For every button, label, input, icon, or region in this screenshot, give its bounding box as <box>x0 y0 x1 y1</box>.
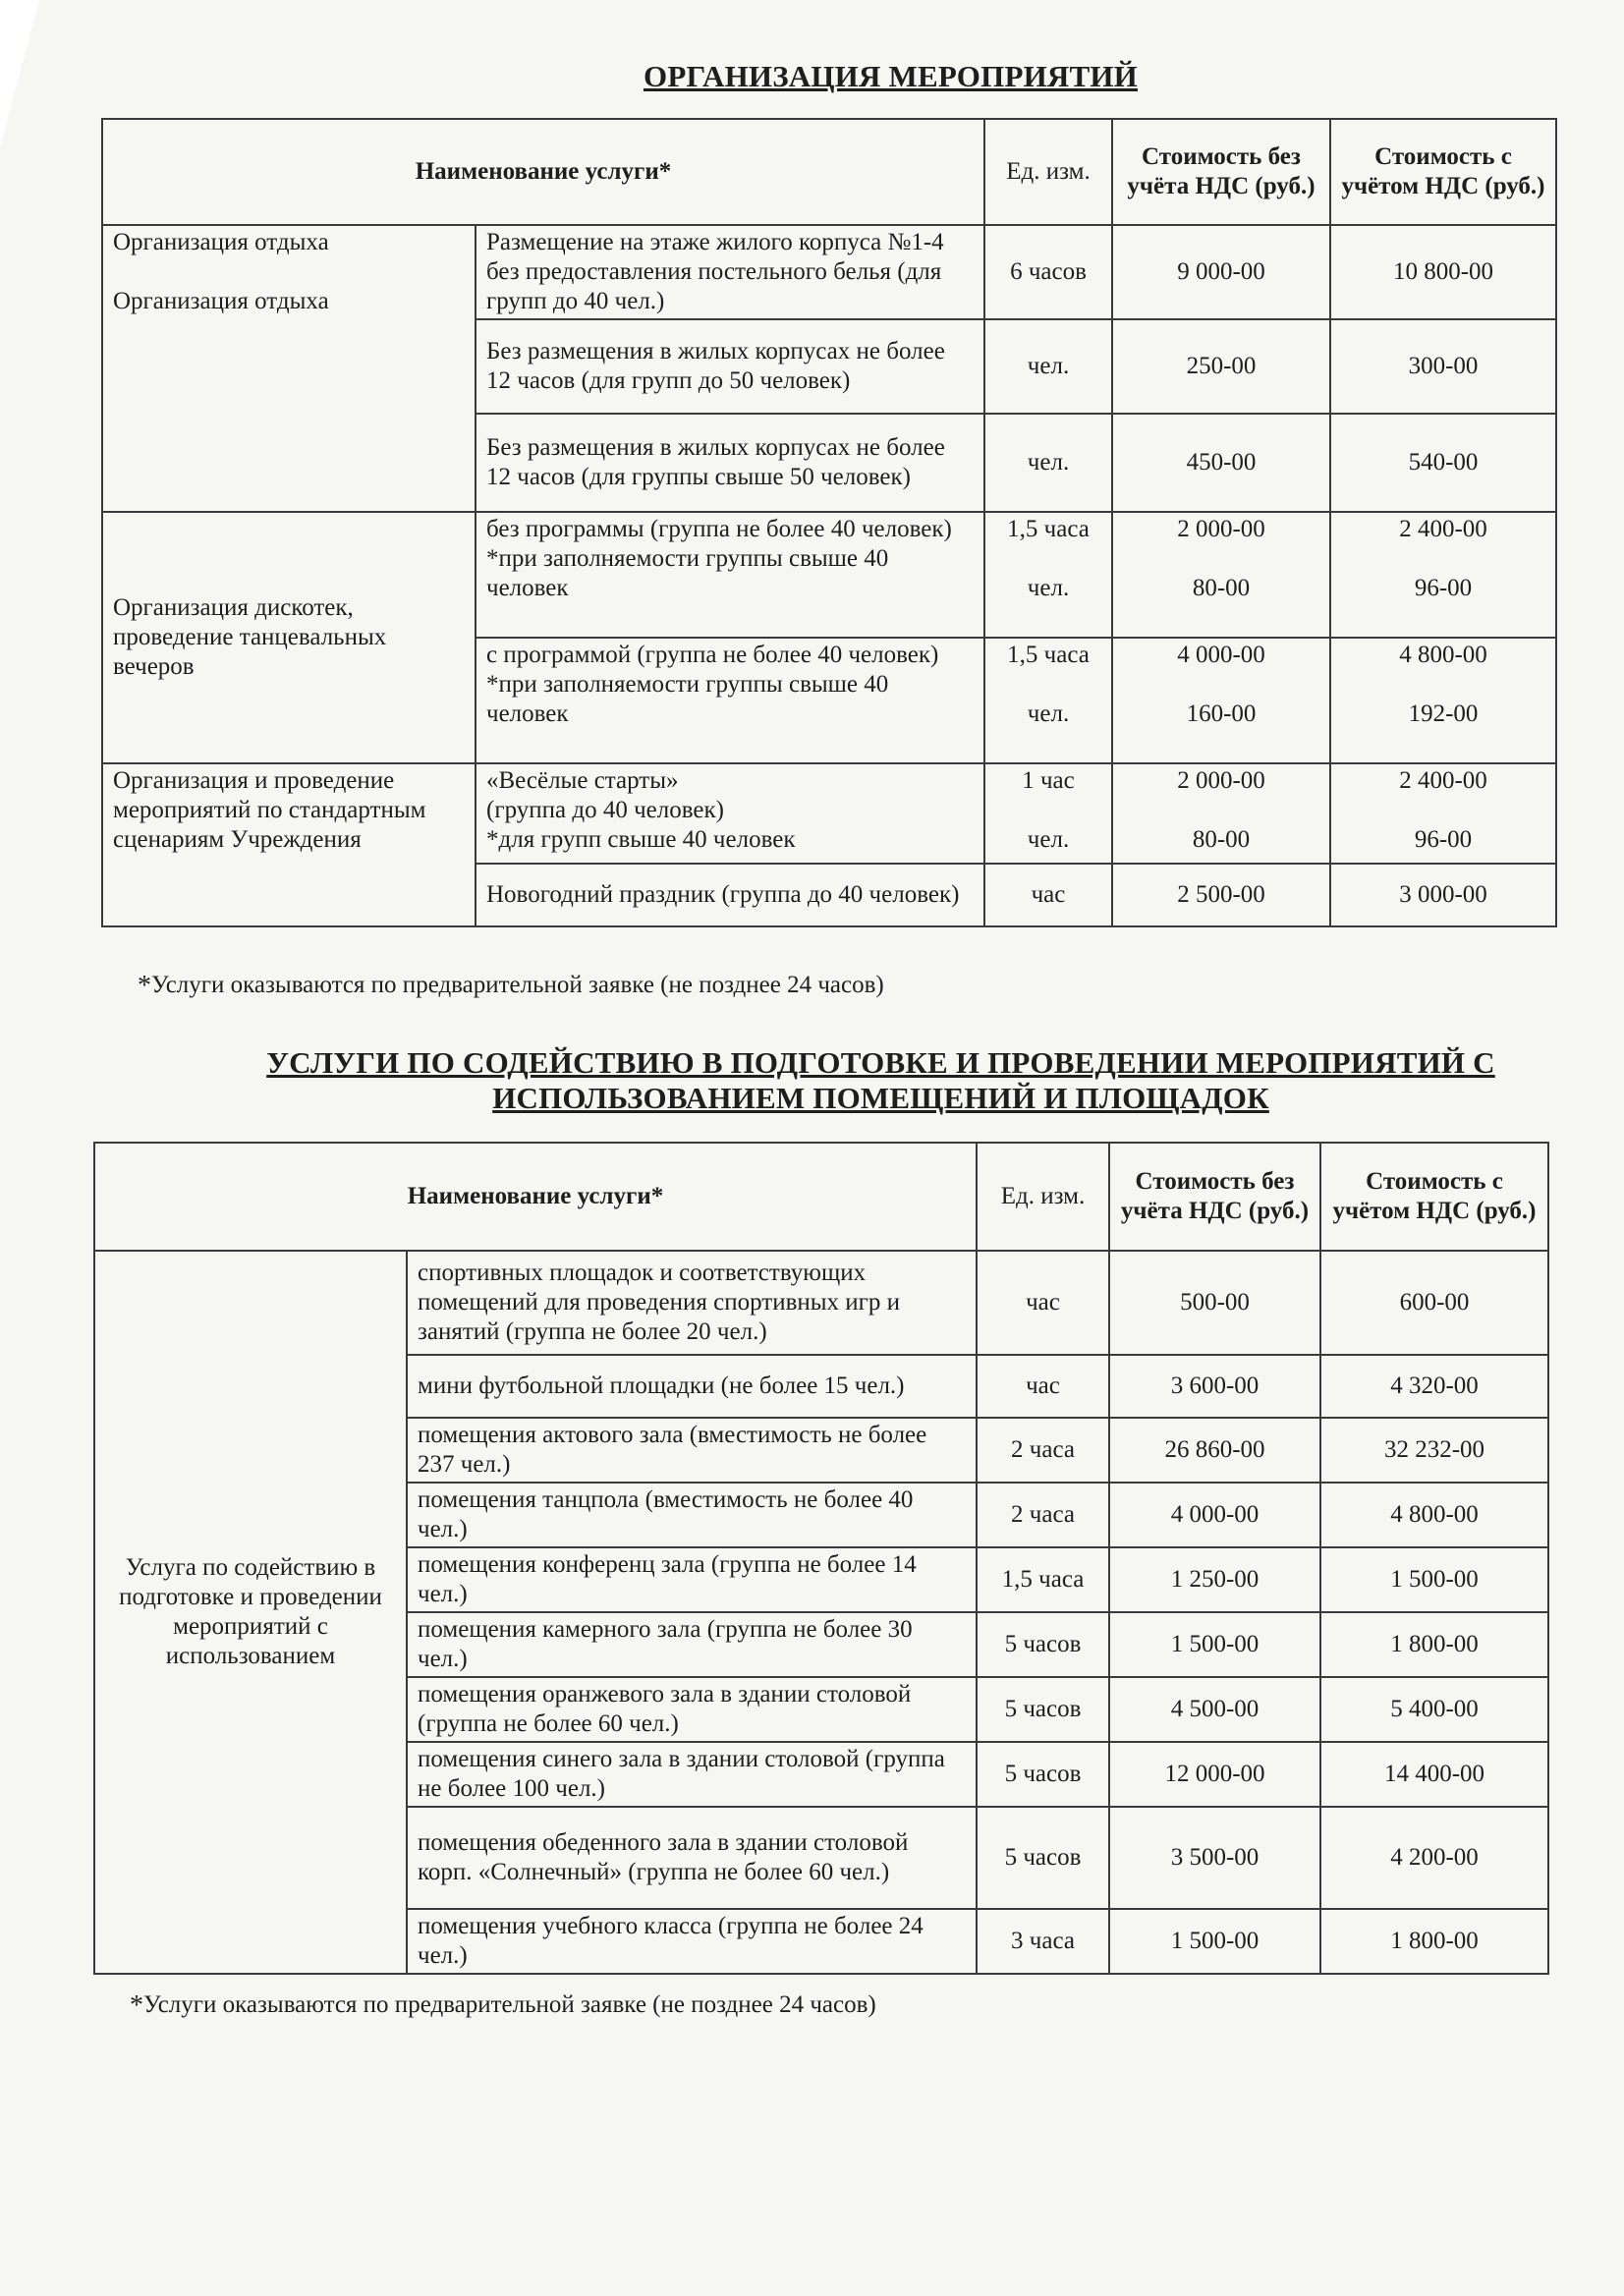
unit-cell: час <box>977 1251 1109 1355</box>
unit-cell: 1,5 часа чел. <box>984 512 1112 638</box>
unit-cell: 5 часов <box>977 1807 1109 1909</box>
header-service-name: Наименование услуги* <box>94 1143 977 1251</box>
table-header-row <box>94 1143 1548 1251</box>
price-cell: 500-00 <box>1109 1251 1320 1355</box>
price-vat-cell: 300-00 <box>1330 319 1556 414</box>
service-description: Без размещения в жилых корпусах не более 12 часов (для групп до 50 человек) <box>476 319 984 414</box>
header-price-vat: Стоимость с учётом НДС (руб.) <box>1320 1143 1548 1251</box>
footnote-marker: * <box>130 1990 143 2021</box>
table-row <box>94 1251 1548 1355</box>
unit-cell: час <box>977 1355 1109 1418</box>
service-description: «Весёлые старты» (группа до 40 человек) *для групп свыше 40 человек <box>476 763 984 864</box>
price-vat-cell: 600-00 <box>1320 1251 1548 1355</box>
table-row <box>102 763 1556 864</box>
price-vat-cell: 540-00 <box>1330 414 1556 512</box>
service-description: помещения обеденного зала в здании столовой корп. «Солнечный» (группа не более 60 чел.) <box>407 1807 977 1909</box>
service-description: помещения синего зала в здании столовой (группа не более 100 чел.) <box>407 1742 977 1807</box>
header-service-name: Наименование услуги* <box>102 119 984 225</box>
unit-cell: 1,5 часа чел. <box>984 638 1112 763</box>
price-vat-cell: 14 400-00 <box>1320 1742 1548 1807</box>
service-description: помещения учебного класса (группа не более 24 чел.) <box>407 1909 977 1974</box>
price-cell: 1 500-00 <box>1109 1612 1320 1677</box>
price-cell: 1 250-00 <box>1109 1547 1320 1612</box>
price-cell: 3 500-00 <box>1109 1807 1320 1909</box>
service-description: Размещение на этаже жилого корпуса №1-4 без предоставления постельного белья (для групп до 40 чел.) <box>476 225 984 319</box>
price-vat-cell: 4 800-00 192-00 <box>1330 638 1556 763</box>
unit-cell: 6 часов <box>984 225 1112 319</box>
section1-title: ОРГАНИЗАЦИЯ МЕРОПРИЯТИЙ <box>644 59 1138 93</box>
price-vat-cell: 2 400-00 96-00 <box>1330 512 1556 638</box>
footnote-marker: * <box>138 971 151 1001</box>
service-description: помещения актового зала (вместимость не более 237 чел.) <box>407 1418 977 1483</box>
category-label: Организация отдыха <box>113 288 329 314</box>
price-cell: 4 000-00 <box>1109 1483 1320 1547</box>
price-cell: 2 000-00 80-00 <box>1112 512 1330 638</box>
category-label: Организация отдыха <box>113 229 329 255</box>
price-vat-cell: 1 800-00 <box>1320 1909 1548 1974</box>
price-vat-cell: 4 800-00 <box>1320 1483 1548 1547</box>
price-cell: 4 500-00 <box>1109 1677 1320 1742</box>
unit-cell: 5 часов <box>977 1742 1109 1807</box>
unit-cell: чел. <box>984 319 1112 414</box>
venues-price-table <box>93 1142 1549 1975</box>
footnote <box>130 1990 876 2021</box>
unit-cell: 5 часов <box>977 1677 1109 1742</box>
price-cell: 2 500-00 <box>1112 864 1330 926</box>
unit-cell: 2 часа <box>977 1483 1109 1547</box>
price-cell: 26 860-00 <box>1109 1418 1320 1483</box>
price-vat-cell: 10 800-00 <box>1330 225 1556 319</box>
table-row <box>102 512 1556 638</box>
table-header-row <box>102 119 1556 225</box>
footnote <box>138 971 884 1001</box>
service-description: спортивных площадок и соответствующих помещений для проведения спортивных игр и занятий (группа не более 20 чел.) <box>407 1251 977 1355</box>
header-unit: Ед. изм. <box>984 119 1112 225</box>
header-price-no-vat: Стоимость без учёта НДС (руб.) <box>1109 1143 1320 1251</box>
unit-cell: 2 часа <box>977 1418 1109 1483</box>
table-row <box>102 225 1556 319</box>
price-cell: 250-00 <box>1112 319 1330 414</box>
service-description: без программы (группа не более 40 человек) *при заполняемости группы свыше 40 человек <box>476 512 984 638</box>
price-vat-cell: 5 400-00 <box>1320 1677 1548 1742</box>
service-description: помещения камерного зала (группа не более 30 чел.) <box>407 1612 977 1677</box>
category-cell: Услуга по содействию в подготовке и проведении мероприятий с использованием <box>94 1251 407 1974</box>
price-cell: 2 000-00 80-00 <box>1112 763 1330 864</box>
price-vat-cell: 4 320-00 <box>1320 1355 1548 1418</box>
price-vat-cell: 4 200-00 <box>1320 1807 1548 1909</box>
header-unit: Ед. изм. <box>977 1143 1109 1251</box>
price-cell: 12 000-00 <box>1109 1742 1320 1807</box>
category-cell <box>102 225 476 512</box>
service-description: Новогодний праздник (группа до 40 человек) <box>476 864 984 926</box>
unit-cell: 3 часа <box>977 1909 1109 1974</box>
category-cell: Организация дискотек, проведение танцевальных вечеров <box>102 512 476 763</box>
unit-cell: чел. <box>984 414 1112 512</box>
service-description: Без размещения в жилых корпусах не более 12 часов (для группы свыше 50 человек) <box>476 414 984 512</box>
header-price-no-vat: Стоимость без учёта НДС (руб.) <box>1112 119 1330 225</box>
price-cell: 9 000-00 <box>1112 225 1330 319</box>
price-vat-cell: 1 800-00 <box>1320 1612 1548 1677</box>
service-description: с программой (группа не более 40 человек) *при заполняемости группы свыше 40 человек <box>476 638 984 763</box>
price-cell: 450-00 <box>1112 414 1330 512</box>
price-cell: 4 000-00 160-00 <box>1112 638 1330 763</box>
price-cell: 3 600-00 <box>1109 1355 1320 1418</box>
events-price-table <box>101 118 1557 927</box>
unit-cell: 1,5 часа <box>977 1547 1109 1612</box>
service-description: помещения танцпола (вместимость не более 40 чел.) <box>407 1483 977 1547</box>
unit-cell: 5 часов <box>977 1612 1109 1677</box>
section2-title: УСЛУГИ ПО СОДЕЙСТВИЮ В ПОДГОТОВКЕ И ПРОВЕДЕНИИ МЕРОПРИЯТИЙ С ИСПОЛЬЗОВАНИЕМ ПОМЕЩЕНИЙ И ПЛОЩАДОК <box>266 1045 1495 1115</box>
price-cell: 1 500-00 <box>1109 1909 1320 1974</box>
price-vat-cell: 3 000-00 <box>1330 864 1556 926</box>
unit-cell: 1 час чел. <box>984 763 1112 864</box>
service-description: мини футбольной площадки (не более 15 чел.) <box>407 1355 977 1418</box>
price-vat-cell: 32 232-00 <box>1320 1418 1548 1483</box>
unit-cell: час <box>984 864 1112 926</box>
price-vat-cell: 1 500-00 <box>1320 1547 1548 1612</box>
service-description: помещения конференц зала (группа не более 14 чел.) <box>407 1547 977 1612</box>
footnote-text: Услуги оказываются по предварительной заявке (не позднее 24 часов) <box>151 972 884 998</box>
category-cell: Организация и проведение мероприятий по стандартным сценариям Учреждения <box>102 763 476 926</box>
price-vat-cell: 2 400-00 96-00 <box>1330 763 1556 864</box>
service-description: помещения оранжевого зала в здании столовой (группа не более 60 чел.) <box>407 1677 977 1742</box>
header-price-vat: Стоимость с учётом НДС (руб.) <box>1330 119 1556 225</box>
footnote-text: Услуги оказываются по предварительной заявке (не позднее 24 часов) <box>143 1991 876 2018</box>
